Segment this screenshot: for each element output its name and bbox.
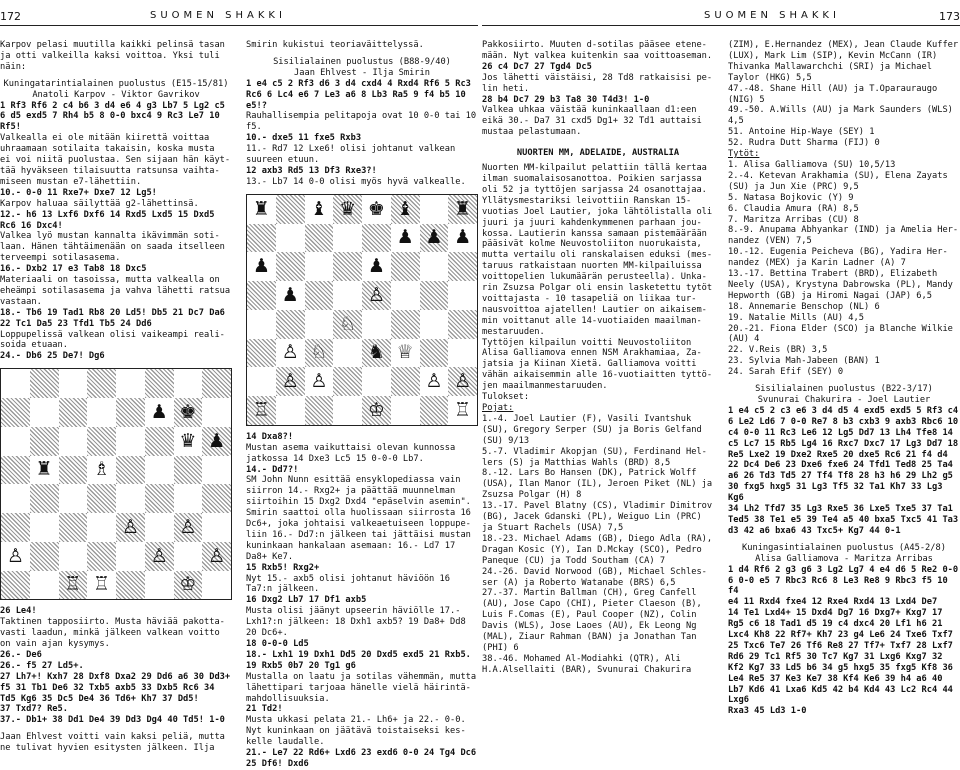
- black-bishop-icon: ♝: [310, 197, 328, 220]
- board-square: [145, 427, 174, 456]
- board-square: [420, 252, 449, 281]
- game-moves: 21 Td2!: [246, 704, 283, 715]
- board-square: [145, 484, 174, 513]
- game-moves: 10.- 0-0 11 Rxe7+ Dxe7 12 Lg5!: [0, 187, 157, 198]
- commentary: Musta ukkasi pelata 21.- Lh6+ ja 22.- 0-0. Nyt kuninkaan on jäätävä toistaiseksi kes- kelle laudalle.: [246, 715, 466, 748]
- black-knight-icon: ♞: [367, 341, 385, 364]
- white-rook-icon: ♖: [93, 573, 111, 596]
- board-square: [30, 513, 59, 542]
- white-rook-icon: ♖: [454, 398, 472, 421]
- game-moves: 10.- dxe5 11 fxe5 Rxb3: [246, 133, 362, 144]
- board-square: [116, 456, 145, 485]
- page-number: 172: [0, 10, 21, 23]
- board-square: [30, 398, 59, 427]
- black-rook-icon: ♜: [35, 458, 53, 481]
- board-square: [276, 367, 305, 396]
- board-square: [362, 367, 391, 396]
- header-rule: [482, 25, 960, 26]
- board-square: [1, 542, 30, 571]
- board-square: [362, 396, 391, 425]
- game-title: Kuningasintialainen puolustus (A45-2/8): [742, 542, 946, 553]
- board-square: [420, 367, 449, 396]
- board-square: [202, 398, 231, 427]
- black-pawn-icon: ♟: [281, 283, 299, 306]
- board-square: [391, 252, 420, 281]
- game-moves: 14.- Dd7?!: [246, 464, 299, 475]
- article-text: Nuorten MM-kilpailut pelattiin tällä kertaa ilman suomalaisosanottoa. Poikien sarjassa oli 52 ja tyttöjen sarjassa 24 osanottajaa. Yllätysmestariksi leivottiin Ranskan 15- vuotias Joel Lautier, joka lähtölistalla oli juuri ja juuri kahdenkymmenen parhaan jou- kossa. Lautierin kanssa samaan pistemäärään pääsivät kolme Neuvostoliiton nuorukaista, mutta vertailu oli ranskalaisen eduksi (mes- taruus ratkaistaan nuorten MM-kilpailuissa voittopelien lukumäärän perusteella). Unka- rin Zsuzsa Polgar oli ensin lasketettu tytöt voittajasta - 10 tasapeliä on liikaa tur- nausvoittoa ajatellen! Lautier on aikaisem- min voittanut alle 14-vuotiaiden maailman- mestaruuden. Tyttöjen kilpailun voitti Neuvostoliiton Alisa Galliamova ennen NSM Arakhamiaa, Za- jatsia ja Kiinan Xietä. Galliamova voitti vähän aikaisemmin alle 16-vuotiaitten tyttö- jen maailmanmestaruuden. Tulokset:: [482, 163, 713, 403]
- game-moves: 26 Le4!: [0, 606, 37, 617]
- white-pawn-icon: ♙: [121, 515, 139, 538]
- board-square: [391, 224, 420, 253]
- game-moves: 12.- h6 13 Lxf6 Dxf6 14 Rxd5 Lxd5 15 Dxd5 Rc6 16 Dxc4!: [0, 209, 215, 231]
- board-square: [145, 398, 174, 427]
- board-square: [391, 367, 420, 396]
- board-square: [202, 369, 231, 398]
- board-square: [116, 571, 145, 600]
- white-king-icon: ♔: [179, 573, 197, 596]
- game-title: Sisilialainen puolustus (B22-3/17): [755, 384, 933, 395]
- board-square: [391, 281, 420, 310]
- board-square: [1, 369, 30, 398]
- commentary: Jos lähetti väistäisi, 28 Td8 ratkaisisi pe- lin heti.: [482, 72, 713, 94]
- white-rook-icon: ♖: [64, 573, 82, 596]
- board-square: [247, 252, 276, 281]
- board-square: [333, 339, 362, 368]
- board-square: [420, 339, 449, 368]
- commentary: SM John Nunn esittää ensyklopediassa vain siirron 14.- Rxg2+ ja päättää muunnelman siirtoihin 15 Dxg2 Dxd4 "epäselvin asemin". Smirin saattoi olla huolissaan siirrosta 16 Dc6+, joka johtaisi valkeaetuiseen loppupe- liin 16.- Dd7:n jälkeen tai jättäisi mustan kuninkaan hankalaan asemaan: 16.- Ld7 17 Da8+ Ke7.: [246, 475, 471, 562]
- board-square: [247, 224, 276, 253]
- page-header: [482, 10, 960, 26]
- black-king-icon: ♚: [179, 400, 197, 423]
- black-king-icon: ♚: [367, 197, 385, 220]
- black-pawn-icon: ♟: [425, 226, 443, 249]
- game-title: Sisilialainen puolustus (B88-9/40): [273, 56, 451, 67]
- board-square: [202, 456, 231, 485]
- board-square: [1, 513, 30, 542]
- commentary: Karpov haluaa säilyttää g2-lähettinsä.: [0, 198, 199, 209]
- left-page: [0, 0, 478, 769]
- game-moves: 26 c4 Dc7 27 Tgd4 Dc5: [482, 61, 592, 72]
- board-square: [59, 398, 88, 427]
- board-square: [333, 195, 362, 224]
- white-pawn-icon: ♙: [281, 341, 299, 364]
- left-column-2: [246, 40, 478, 770]
- white-king-icon: ♔: [367, 398, 385, 421]
- black-pawn-icon: ♟: [208, 429, 226, 452]
- commentary: Mustan asema vaikuttaisi olevan kunnossa jatkossa 14 Dxe3 Lc5 15 0-0-0 Lb7.: [246, 442, 456, 464]
- board-square: [247, 281, 276, 310]
- results-subheading: Tytöt:: [728, 149, 760, 160]
- board-square: [333, 367, 362, 396]
- board-square: [276, 252, 305, 281]
- board-square: [1, 456, 30, 485]
- black-pawn-icon: ♟: [150, 400, 168, 423]
- board-square: [276, 224, 305, 253]
- board-square: [391, 310, 420, 339]
- intro-text: Karpov pelasi muutilla kaikki pelinsä tasan ja otti valkeilla kaksi voittoa. Yksi tuli näin:: [0, 40, 225, 72]
- board-square: [1, 484, 30, 513]
- board-square: [305, 367, 334, 396]
- board-square: [333, 396, 362, 425]
- black-pawn-icon: ♟: [367, 255, 385, 278]
- white-pawn-icon: ♙: [150, 544, 168, 567]
- board-square: [174, 456, 203, 485]
- game-moves: 1 Rf3 Rf6 2 c4 b6 3 d4 e6 4 g3 Lb7 5 Lg2 c5 6 d5 exd5 7 Rh4 b5 8 0-0 bxc4 9 Rc3 Le7 10 Rf5!: [0, 100, 225, 133]
- board-square: [420, 310, 449, 339]
- board-square: [448, 339, 477, 368]
- board-square: [202, 513, 231, 542]
- board-square: [333, 281, 362, 310]
- results-list: 1. Alisa Galliamova (SU) 10,5/13 2.-4. Ketevan Arakhamia (SU), Elena Zayats (SU) ja Jun Xie (PRC) 9,5 5. Natasa Bojkovic (Y) 9 6. Claudia Amura (RA) 8,5 7. Maritza Arribas (CU) 8 8.-9. Anupama Abhyankar (IND) ja Amelia Her- nandez (VEN) 7,5 10.-12. Eugenia Peicheva (BG), Yadira Her- nandez (MEX) ja Karin Ladner (A) 7 13.-17. Bettina Trabert (BRD), Elizabeth Neely (USA), Krystyna Dabrowska (PL), Mandy Hepworth (GB) ja Hiromi Nagai (JAP) 6,5 18. Annemarie Benschop (NL) 6 19. Natalie Mills (AU) 4,5 20.-21. Fiona Elder (SCO) ja Blanche Wilkie (AU) 4 22. V.Reis (BR) 3,5 23. Sylvia Mah-Jabeen (BAN) 1 24. Sarah Efif (SEY) 0: [728, 159, 959, 378]
- board-square: [30, 542, 59, 571]
- game-moves: 1 e4 c5 2 Rf3 d6 3 d4 cxd4 4 Rxd4 Rf6 5 Rc3 Rc6 6 Lc4 e6 7 Le3 a6 8 Lb3 Ra5 9 f4 b5 10 e5!?: [246, 78, 471, 111]
- board-square: [247, 310, 276, 339]
- black-bishop-icon: ♝: [396, 197, 414, 220]
- board-square: [305, 396, 334, 425]
- board-square: [59, 542, 88, 571]
- commentary: Valkea lyö mustan kannalta ikävimmän soti- laan. Hänen tähtäimenään on saada itselleen terveempi sotilasasema.: [0, 231, 225, 264]
- black-rook-icon: ♜: [454, 197, 472, 220]
- board-square: [1, 427, 30, 456]
- game-moves: 14 Dxa8?!: [246, 431, 294, 442]
- right-column-1: [482, 40, 714, 676]
- board-square: [174, 398, 203, 427]
- board-square: [116, 427, 145, 456]
- board-square: [448, 195, 477, 224]
- game-moves: 21.- Le7 22 Rd6+ Lxd6 23 exd6 0-0 24 Tg4 Dc6 25 Df6! Dxd6: [246, 748, 477, 769]
- commentary: Valkea uhkaa väistää kuninkaallaan d1:een eikä 30.- Da7 31 cxd5 Dg1+ 32 Td1 auttaisi mustaa pelastumaan.: [482, 105, 702, 138]
- board-square: [202, 542, 231, 571]
- board-square: [87, 513, 116, 542]
- board-square: [420, 224, 449, 253]
- board-square: [174, 427, 203, 456]
- chess-diagram: [0, 368, 232, 600]
- black-pawn-icon: ♟: [252, 255, 270, 278]
- board-square: [145, 513, 174, 542]
- board-square: [448, 281, 477, 310]
- board-square: [202, 571, 231, 600]
- running-title: SUOMEN SHAKKI: [704, 10, 840, 21]
- game-players: Jaan Ehlvest - Ilja Smirin: [294, 67, 430, 78]
- white-pawn-icon: ♙: [454, 370, 472, 393]
- commentary: Smirin kukistui teoriaväittelyssä.: [246, 40, 424, 50]
- commentary: Mustalla on laatu ja sotilas vähemmän, mutta lähettipari tarjoaa hänelle vielä häirintä- mahdollisuuksia.: [246, 671, 477, 704]
- board-square: [391, 195, 420, 224]
- board-square: [305, 252, 334, 281]
- board-square: [87, 427, 116, 456]
- left-column-1: [0, 40, 232, 754]
- board-square: [276, 339, 305, 368]
- white-rook-icon: ♖: [252, 398, 270, 421]
- board-square: [391, 396, 420, 425]
- page-header: [0, 10, 478, 26]
- board-square: [116, 398, 145, 427]
- board-square: [247, 339, 276, 368]
- board-square: [145, 369, 174, 398]
- board-square: [59, 456, 88, 485]
- board-square: [247, 195, 276, 224]
- white-queen-icon: ♕: [396, 341, 414, 364]
- game-moves: 12 axb3 Rd5 13 Df3 Rxe3?!: [246, 165, 377, 176]
- board-square: [362, 281, 391, 310]
- commentary: Rauhallisempia pelitapoja ovat 10 0-0 tai 10 f5.: [246, 111, 477, 133]
- white-pawn-icon: ♙: [425, 370, 443, 393]
- board-square: [333, 224, 362, 253]
- board-square: [448, 252, 477, 281]
- black-rook-icon: ♜: [252, 197, 270, 220]
- board-square: [116, 513, 145, 542]
- game-players: Alisa Galliamova - Maritza Arribas: [755, 553, 933, 564]
- board-square: [362, 339, 391, 368]
- white-pawn-icon: ♙: [208, 544, 226, 567]
- section-heading: NUORTEN MM, ADELAIDE, AUSTRALIA: [516, 148, 680, 159]
- game-moves: 16 Dxg2 Lb7 17 Df1 axb5: [246, 595, 367, 606]
- game-title: Kuningatarintialainen puolustus (E15-15/81): [3, 78, 229, 89]
- board-square: [448, 367, 477, 396]
- game-moves: 24.- Db6 25 De7! Dg6: [0, 351, 105, 362]
- results-subheading: Pojat:: [482, 403, 514, 413]
- white-pawn-icon: ♙: [6, 544, 24, 567]
- black-queen-icon: ♛: [339, 197, 357, 220]
- game-players: Svunurai Chakurira - Joel Lautier: [757, 395, 931, 405]
- white-bishop-icon: ♗: [93, 458, 111, 481]
- board-square: [30, 571, 59, 600]
- header-rule: [0, 25, 478, 26]
- board-square: [116, 484, 145, 513]
- board-square: [87, 456, 116, 485]
- board-square: [362, 224, 391, 253]
- board-square: [202, 484, 231, 513]
- game-moves: 18.- Tb6 19 Tad1 Rb8 20 Ld5! Db5 21 Dc7 Da6 22 Tc1 Da5 23 Tfd1 Tb5 24 Dd6: [0, 307, 225, 329]
- board-square: [116, 369, 145, 398]
- board-square: [59, 484, 88, 513]
- board-square: [276, 195, 305, 224]
- board-square: [247, 396, 276, 425]
- game-moves: 1 e4 c5 2 c3 e6 3 d4 d5 4 exd5 exd5 5 Rf3 c4 6 Le2 Ld6 7 0-0 Re7 8 b3 cxb3 9 axb3 Rbc6 10 c4 0-0 11 Rc3 Le6 12 Lg5 Dd7 13 Lh4 Tfe8 14 c5 Lc7 15 Rb5 Lg4 16 Rxc7 Dxc7 17 Lg3 Dd7 18 Re5 Lxe2 19 Dxe2 Rxe5 20 dxe5 Rc6 21 f4 d4 22 Dc4 De6 23 Dxe6 fxe6 24 Tfd1 Ted8 25 Ta4 a6 26 Td3 Td5 27 Tf4 Tf8 28 h3 h6 29 Lh2 g5 30 fxg5 hxg5 31 Lg3 Tf5 32 Ta1 Kh7 33 Lg3 Kg6 34 Lh2 Tfd7 35 Lg3 Rxe5 36 Lxe5 Txe5 37 Ta1 Ted5 38 Te1 e5 39 Te4 a5 40 bxa5 Txc5 41 Ta3 d3 42 a6 bxa6 43 Txc5+ Kg7 44 0-1: [728, 405, 959, 536]
- board-square: [448, 224, 477, 253]
- game-moves: 16.- Dxb2 17 e3 Tab8 18 Dxc5: [0, 264, 147, 275]
- board-square: [305, 339, 334, 368]
- board-square: [174, 484, 203, 513]
- page-number: 173: [939, 10, 960, 23]
- board-square: [1, 398, 30, 427]
- board-square: [174, 571, 203, 600]
- board-square: [276, 396, 305, 425]
- white-knight-icon: ♘: [310, 341, 328, 364]
- board-square: [1, 571, 30, 600]
- board-square: [59, 513, 88, 542]
- commentary: Loppupelissä valkean olisi vaikeampi reali- soida etuaan.: [0, 329, 225, 351]
- board-square: [276, 310, 305, 339]
- right-page: [482, 0, 960, 717]
- commentary: 11.- Rd7 12 Lxe6! olisi johtanut valkean suureen etuun.: [246, 144, 456, 166]
- running-title: SUOMEN SHAKKI: [150, 10, 286, 21]
- game-moves: 28 b4 Dc7 29 b3 Ta8 30 T4d3! 1-0: [482, 94, 650, 105]
- board-square: [247, 367, 276, 396]
- board-square: [30, 456, 59, 485]
- board-square: [87, 571, 116, 600]
- commentary: Jaan Ehlvest voitti vain kaksi peliä, mutta ne tulivat hyvien esitysten jälkeen. Ilja: [0, 732, 225, 754]
- board-square: [174, 542, 203, 571]
- board-square: [305, 224, 334, 253]
- board-square: [87, 398, 116, 427]
- board-square: [448, 310, 477, 339]
- commentary: Taktinen tapposiirto. Musta häviää pakotta- vasti laadun, minkä jälkeen valkean voitto on vain ajan kysymys.: [0, 617, 225, 649]
- board-square: [448, 396, 477, 425]
- board-square: [420, 195, 449, 224]
- black-queen-icon: ♛: [179, 429, 197, 452]
- board-square: [59, 571, 88, 600]
- commentary: Materiaali on tasoissa, mutta valkealla on eheämpi sotilasasema ja vahva lähetti ratsua vastaan.: [0, 275, 231, 307]
- game-moves: 1 d4 Rf6 2 g3 g6 3 Lg2 Lg7 4 e4 d6 5 Re2 0-0 6 0-0 e5 7 Rbc3 Rc6 8 Le3 Re8 9 Rbc3 f5 10 f4 e4 11 Rxd4 fxe4 12 Rxe4 Rxd4 13 Lxd4 De7 14 Te1 Lxd4+ 15 Dxd4 Dg7 16 Dxg7+ Kxg7 17 Rg5 c6 18 Tad1 d5 19 c4 dxc4 20 Lf1 h6 21 Lxc4 Kh8 22 Rf7+ Kh7 23 g4 Le6 24 Txe6 Txf7 25 Txc6 Te7 26 Tf6 Re8 27 Tf7+ Txf7 28 Lxf7 Rd6 29 Tc1 Rf5 30 Tc7 Kg7 31 Lxg6 Kxg7 32 Kf2 Kg7 33 Ld5 b6 34 g5 hxg5 35 fxg5 Kf8 36 Le4 Re5 37 Ke3 Ke7 38 Kf4 Ke6 39 h4 a6 40 Lb7 Kd6 41 Lxa6 Kd5 42 b4 Kd4 43 Lc2 Rc4 44 Lxg6 Rxa3 45 Ld3 1-0: [728, 564, 959, 717]
- board-square: [87, 542, 116, 571]
- board-square: [305, 281, 334, 310]
- game-players: Anatoli Karpov - Viktor Gavrikov: [32, 89, 200, 100]
- board-square: [145, 571, 174, 600]
- board-square: [391, 339, 420, 368]
- black-pawn-icon: ♟: [396, 226, 414, 249]
- board-square: [420, 396, 449, 425]
- board-square: [59, 427, 88, 456]
- board-square: [145, 542, 174, 571]
- commentary: 13.- Lb7 14 0-0 olisi myös hyvä valkealle.: [246, 176, 466, 187]
- commentary: Pakkosiirto. Muuten d-sotilas pääsee etene- mään. Nyt valkea kuitenkin saa voittoaseman.: [482, 40, 713, 61]
- game-moves: 15 Rxb5! Rxg2+: [246, 562, 320, 573]
- board-square: [174, 369, 203, 398]
- chess-diagram: [246, 194, 478, 426]
- commentary: Musta olisi jäänyt upseerin häviölle 17.- Lxh1?:n jälkeen: 18 Dxh1 axb5? 19 Da8+ Dd8 20 Dc6+.: [246, 606, 466, 639]
- board-square: [174, 513, 203, 542]
- board-square: [333, 252, 362, 281]
- board-square: [145, 456, 174, 485]
- board-square: [305, 195, 334, 224]
- board-square: [30, 369, 59, 398]
- board-square: [30, 427, 59, 456]
- board-square: [30, 484, 59, 513]
- white-pawn-icon: ♙: [281, 370, 299, 393]
- results-list: (ZIM), E.Hernandez (MEX), Jean Claude Kuffer (LUX), Mark Lim (SIP), Kevin McCann (IR) Thivanka Mallawarchchi (SRI) ja Michael Taylor (HKG) 5,5 47.-48. Shane Hill (AU) ja T.Oparauraugo (NIG) 5 49.-50. A.Wills (AU) ja Mark Saunders (WLS) 4,5 51. Antoine Hip-Waye (SEY) 1 52. Rudra Dutt Sharma (FIJ) 0: [728, 40, 959, 149]
- board-square: [276, 281, 305, 310]
- white-knight-icon: ♘: [339, 312, 357, 335]
- white-pawn-icon: ♙: [179, 515, 197, 538]
- black-pawn-icon: ♟: [454, 226, 472, 249]
- commentary: Valkealla ei ole mitään kiirettä voittaa uhraamaan sotilaita takaisin, koska musta ei voi niitä puolustaa. Sen sijaan hän käyt- tää hyväkseen tilaisuutta ratsunsa vaihta- miseen mustan e7-lähettiin.: [0, 133, 231, 187]
- board-square: [420, 281, 449, 310]
- board-square: [362, 252, 391, 281]
- results-list: 1.-4. Joel Lautier (F), Vasili Ivantshuk (SU), Gregory Serper (SU) ja Boris Gelfand (SU) 9/13 5.-7. Vladimir Akopjan (SU), Ferdinand Hel- lers (S) ja Matthias Wahls (BRD) 8,5 8.-12. Lars Bo Hansen (DK), Patrick Wolff (USA), Ilan Manor (IL), Jeroen Piket (NL) ja Zsuzsa Polgar (H) 8 13.-17. Pavel Blatny (CS), Vladimir Dimitrov (BG), Jacek Gdanski (PL), Weiguo Lin (PRC) ja Stuart Rachels (USA) 7,5 18.-23. Michael Adams (GB), Diego Adla (RA), Dragan Kosic (Y), Ian D.Mckay (SCO), Pedro Paneque (CU) ja Todd Southam (CA) 7 24.-26. David Norwood (GB), Michael Schles- ser (A) ja Roberto Watanabe (BRS) 6,5 27.-37. Martin Ballman (CH), Greg Canfell (AU), Jose Capo (CHI), Pieter Claeson (B), Luis F.Comas (E), Paul Cooper (NZ), Colin Davis (WLS), Jose Laoes (AU), Ek Leong Ng (MAL), Ziaur Rahman (BAN) ja Jonathan Tan (PHI) 6 38.-46. Mohamed Al-Modiahki (QTR), Ali H.A.Alsellaiti (BAR), Svunurai Chakurira: [482, 413, 713, 675]
- game-moves: 18 0-0-0 Ld5 18.- Lxh1 19 Dxh1 Dd5 20 Dxd5 exd5 21 Rxb5. 19 Rxb5 0b7 20 Tg1 g6: [246, 639, 471, 671]
- board-square: [202, 427, 231, 456]
- board-square: [87, 369, 116, 398]
- board-square: [333, 310, 362, 339]
- board-square: [116, 542, 145, 571]
- board-square: [362, 310, 391, 339]
- right-column-2: [728, 40, 960, 717]
- board-square: [305, 310, 334, 339]
- white-pawn-icon: ♙: [310, 370, 328, 393]
- board-square: [59, 369, 88, 398]
- game-moves: 26.- De6 26.- f5 27 Ld5+. 27 Lh7+! Kxh7 28 Dxf8 Dxa2 29 Dd6 a6 30 Dd3+ f5 31 Tb1 De6 32 Txb5 axb5 33 Dxb5 Rc6 34 Td5 Kg6 35 Dc5 De4 36 Td6+ Kh7 37 Dd5! 37 Txd7? Re5. 37.- Db1+ 38 Dd1 De4 39 Dd3 Dg4 40 Td5! 1-0: [0, 649, 231, 726]
- board-square: [362, 195, 391, 224]
- commentary: Nyt 15.- axb5 olisi johtanut häviöön 16 Ta7:n jälkeen.: [246, 573, 450, 595]
- white-pawn-icon: ♙: [367, 283, 385, 306]
- board-square: [87, 484, 116, 513]
